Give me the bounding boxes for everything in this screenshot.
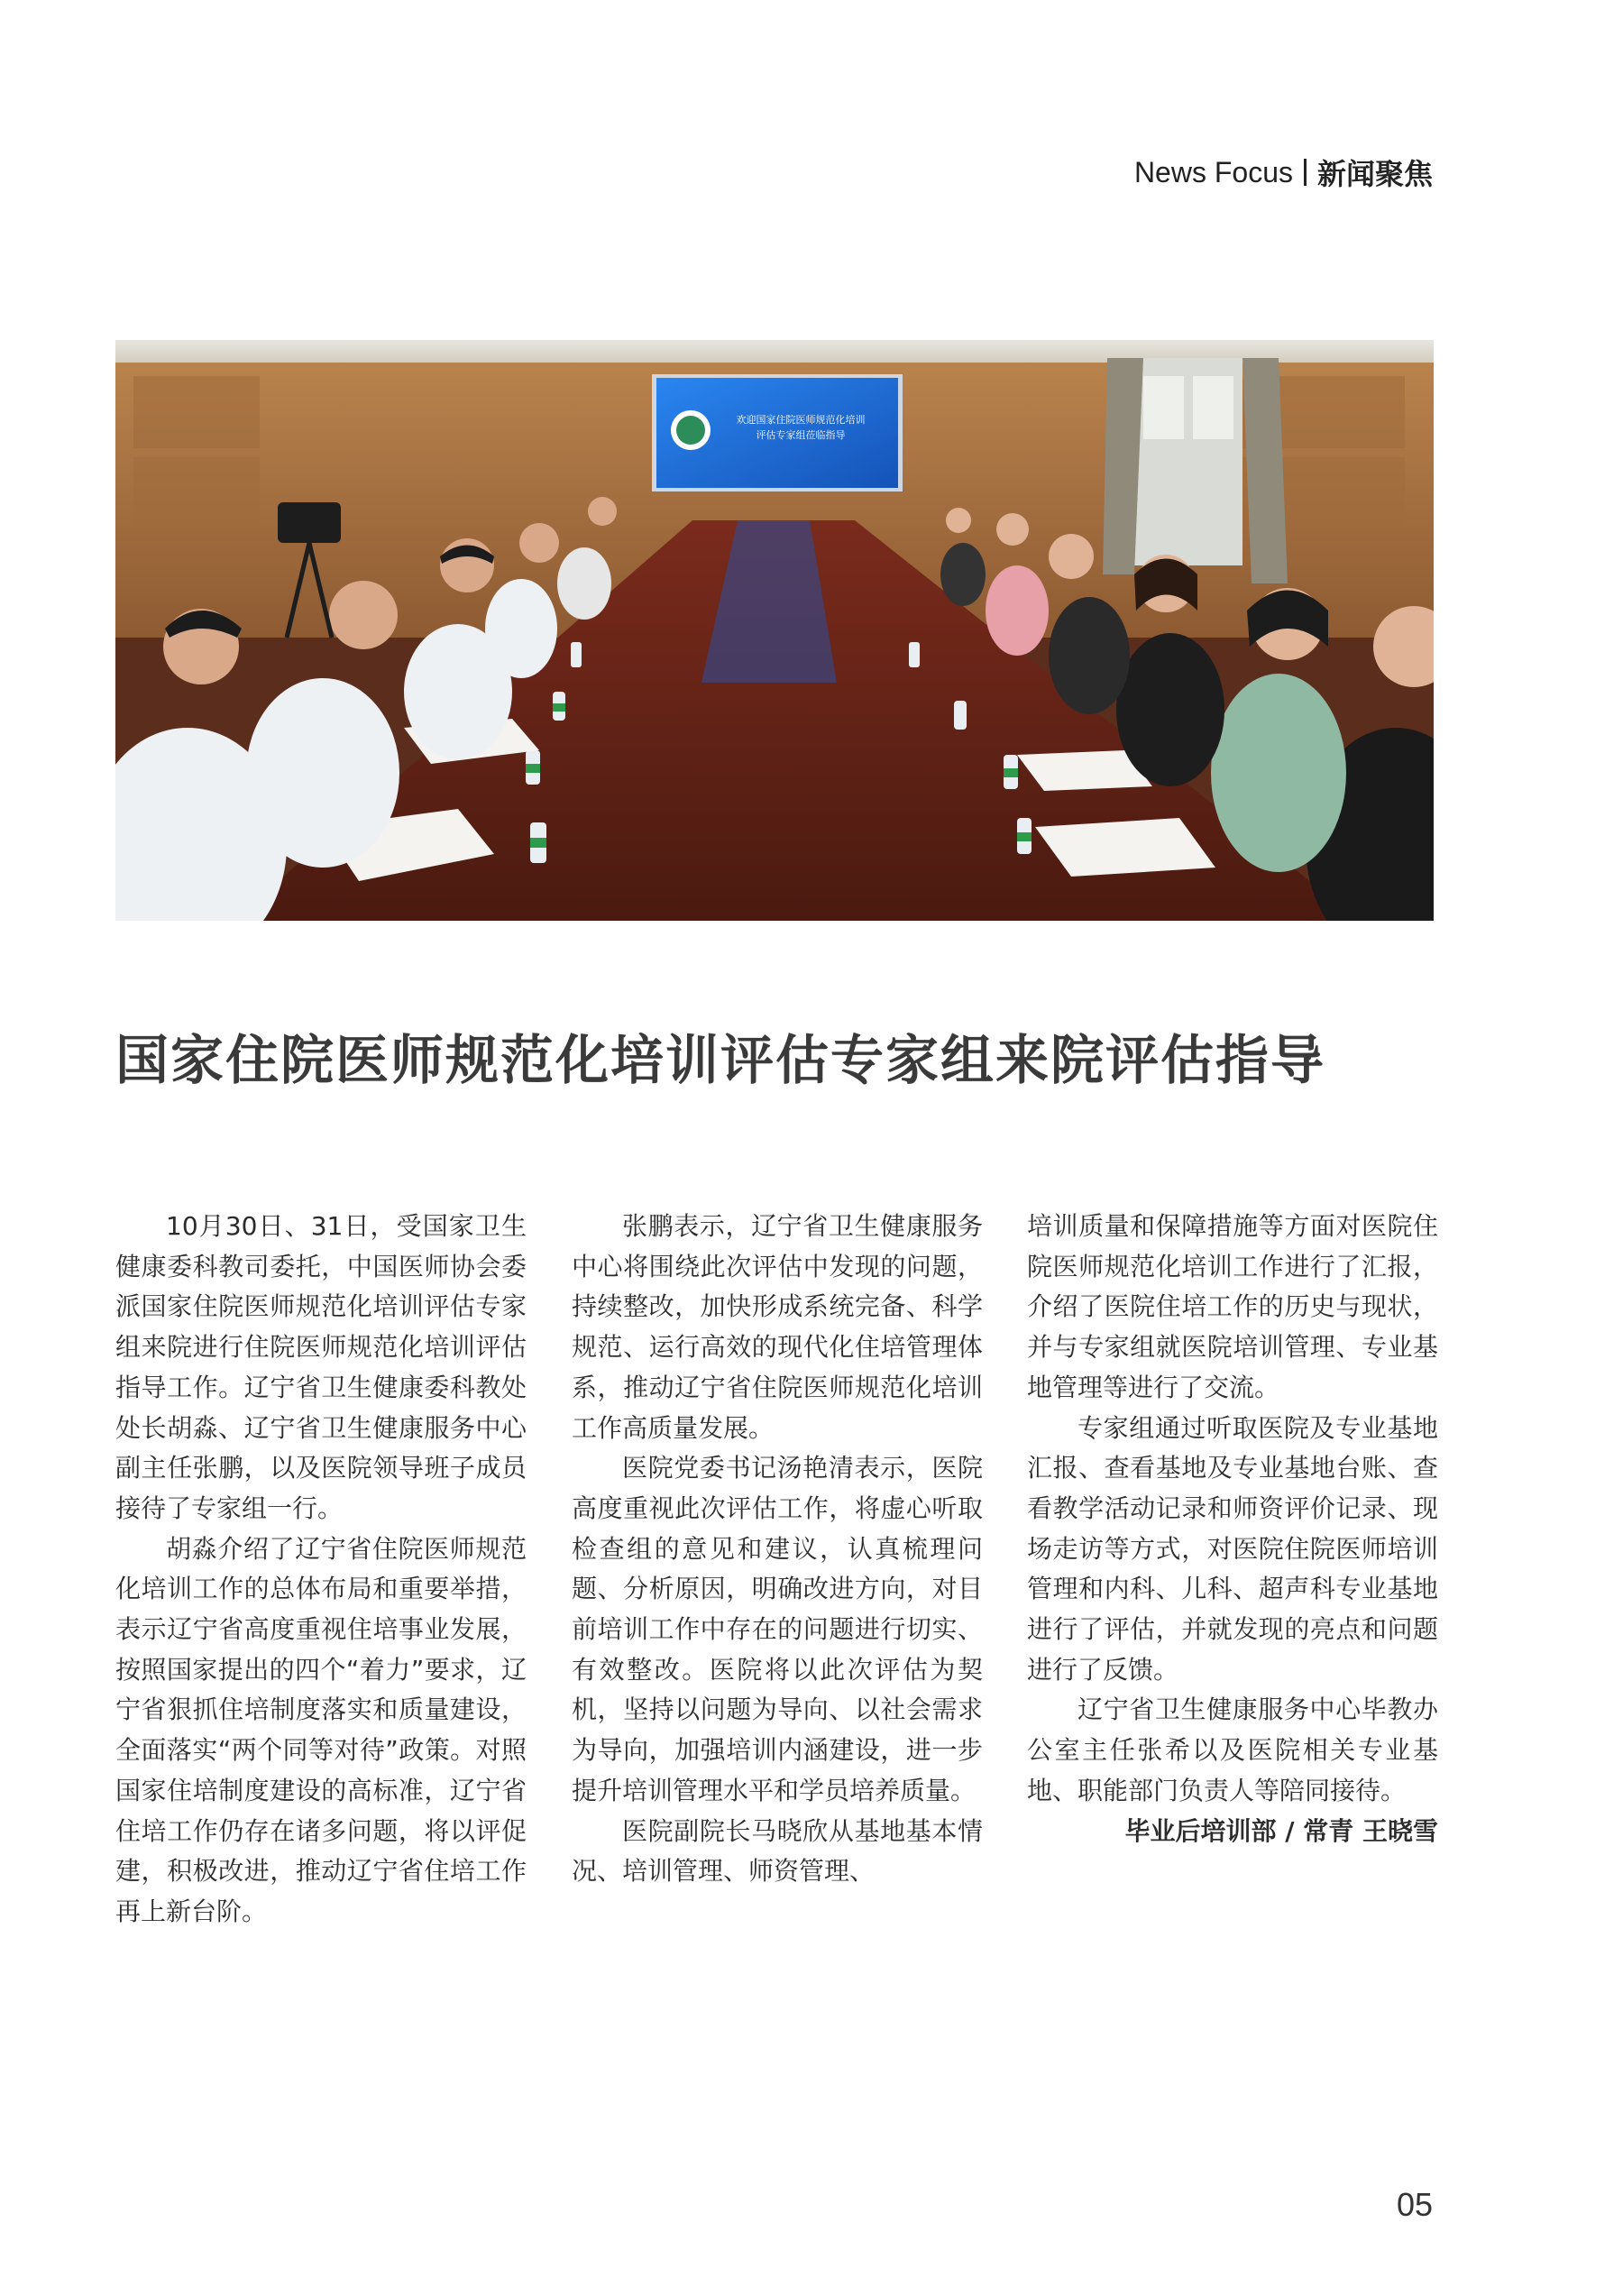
screen-title-line2: 评估专家组莅临指导 [756, 429, 846, 441]
article-column-2 [572, 1207, 983, 1892]
article-column-3 [1027, 1207, 1438, 1851]
section-label-zh: 新闻聚焦 [1316, 157, 1433, 191]
paragraph: 医院副院长马晓欣从基地基本情况、培训管理、师资管理、 [572, 1815, 983, 1887]
paragraph-continuation: 培训质量和保障措施等方面对医院住院医师规范化培训工作进行了汇报，介绍了医院住培工作的历史与现状，并与专家组就医院培训管理、专业基地管理等进行了交流。 [1027, 1211, 1438, 1402]
page-number: 05 [1396, 2186, 1433, 2223]
paragraph: 辽宁省卫生健康服务中心毕教办公室主任张希以及医院相关专业基地、职能部门负责人等陪同接待。 [1027, 1694, 1438, 1805]
paragraph: 胡淼介绍了辽宁省住院医师规范化培训工作的总体布局和重要举措，表示辽宁省高度重视住培事业发展，按照国家提出的四个“着力”要求，辽宁省狠抓住培制度落实和质量建设，全面落实“两个同等对待”政策。对照国家住培制度建设的高标准，辽宁省住培工作仍存在诸多问题，将以评促建，积极改进，推动辽宁省住培工作再上新台阶。 [115, 1533, 527, 1926]
author-byline: 毕业后培训部 / 常青 王晓雪 [1124, 1815, 1438, 1846]
article-column-1 [115, 1207, 527, 1933]
header-divider [1304, 159, 1307, 186]
meeting-photo [115, 340, 1434, 921]
paragraph: 张鹏表示，辽宁省卫生健康服务中心将围绕此次评估中发现的问题，持续整改，加快形成系统完备、科学规范、运行高效的现代化住培管理体系，推动辽宁省住院医师规范化培训工作高质量发展。 [572, 1211, 983, 1443]
paragraph: 专家组通过听取医院及专业基地汇报、查看基地及专业基地台账、查看教学活动记录和师资评价记录、现场走访等方式，对医院住院医师培训管理和内科、儿科、超声科专业基地进行了评估，并就发现的亮点和问题进行了反馈。 [1027, 1412, 1438, 1685]
paragraph: 10月30日、31日，受国家卫生健康委科教司委托，中国医师协会委派国家住院医师规范化培训评估专家组来院进行住院医师规范化培训评估指导工作。辽宁省卫生健康委科教处处长胡淼、辽宁省卫生健康服务中心副主任张鹏，以及医院领导班子成员接待了专家组一行。 [115, 1211, 527, 1523]
screen-title-line1: 欢迎国家住院医师规范化培训 [736, 414, 866, 426]
article-title: 国家住院医师规范化培训评估专家组来院评估指导 [115, 1029, 1326, 1091]
paragraph: 医院党委书记汤艳清表示，医院高度重视此次评估工作，将虚心听取检查组的意见和建议，认真梳理问题、分析原因，明确改进方向，对目前培训工作中存在的问题进行切实、有效整改。医院将以此次评估为契机，坚持以问题为导向、以社会需求为导向，加强培训内涵建设，进一步提升培训管理水平和学员培养质量。 [572, 1453, 983, 1805]
section-label-en: News Focus [1133, 155, 1293, 188]
section-header [1134, 152, 1433, 193]
